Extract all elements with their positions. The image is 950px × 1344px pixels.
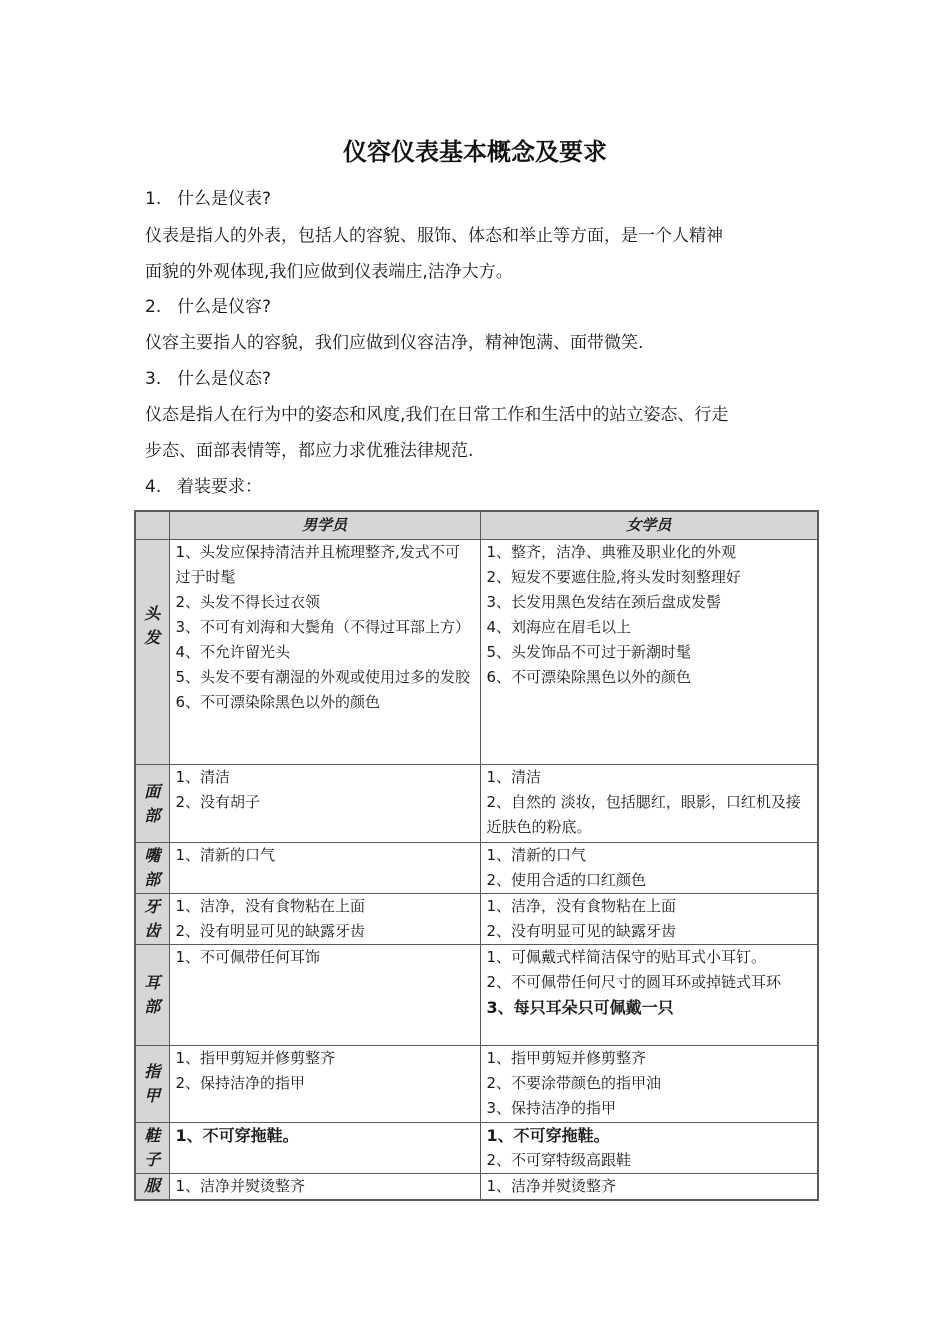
female-requirements xyxy=(480,1123,818,1174)
list-item: 1、洁净，没有食物粘在上面 xyxy=(175,897,366,915)
section-2-heading xyxy=(145,296,271,318)
list-item: 2、不可穿特级高跟鞋 xyxy=(486,1151,632,1169)
paragraph-line: 仪容主要指人的容貌，我们应做到仪容洁净，精神饱满、面带微笑. xyxy=(145,333,644,353)
male-requirements xyxy=(169,1174,480,1201)
section-number: 1. xyxy=(145,189,162,209)
section-3-heading xyxy=(145,368,271,390)
list-item: 1、洁净并熨烫整齐 xyxy=(175,1177,306,1195)
category-ears: 耳 部 xyxy=(135,945,169,1046)
list-item: 1、清新的口气 xyxy=(486,846,587,864)
female-requirements xyxy=(480,843,818,894)
list-item: 1、清新的口气 xyxy=(175,846,276,864)
list-item: 1、洁净，没有食物粘在上面 xyxy=(486,897,677,915)
list-item: 5、头发饰品不可过于新潮时髦 xyxy=(486,643,692,661)
category-teeth: 牙 齿 xyxy=(135,894,169,945)
category-hair: 头 发 xyxy=(135,540,169,765)
list-item: 2、没有明显可见的缺露牙齿 xyxy=(486,922,677,940)
category-clothing: 服 xyxy=(135,1174,169,1201)
list-item: 5、头发不要有潮湿的外观或使用过多的发胶 xyxy=(175,668,471,686)
list-item: 1、可佩戴式样简洁保守的贴耳式小耳钉。 xyxy=(486,948,767,966)
list-item: 3、不可有刘海和大鬓角（不得过耳部上方） xyxy=(175,618,471,636)
female-requirements xyxy=(480,894,818,945)
list-item: 6、不可漂染除黑色以外的颜色 xyxy=(175,693,381,711)
list-item: 3、保持洁净的指甲 xyxy=(486,1099,617,1117)
list-item: 2、不要涂带颜色的指甲油 xyxy=(486,1074,662,1092)
table-row xyxy=(135,1123,818,1174)
list-item: 1、洁净并熨烫整齐 xyxy=(486,1177,617,1195)
dress-code-table xyxy=(134,510,819,1201)
list-item: 2、没有胡子 xyxy=(175,793,261,811)
list-item: 2、没有明显可见的缺露牙齿 xyxy=(175,922,366,940)
list-item: 1、指甲剪短并修剪整齐 xyxy=(486,1049,647,1067)
list-item: 2、头发不得长过衣领 xyxy=(175,593,321,611)
table-row xyxy=(135,894,818,945)
female-requirements xyxy=(480,1046,818,1123)
list-item: 1、清洁 xyxy=(175,768,231,786)
document-title: 仪容仪表基本概念及要求 xyxy=(343,138,607,166)
table-row xyxy=(135,540,818,765)
male-requirements xyxy=(169,540,480,765)
table-row xyxy=(135,765,818,843)
header-female: 女学员 xyxy=(480,511,818,540)
paragraph-line: 面貌的外观体现,我们应做到仪表端庄,洁净大方。 xyxy=(145,262,513,282)
female-requirements xyxy=(480,540,818,765)
section-heading-text: 什么是仪态? xyxy=(177,369,272,389)
section-number: 4. xyxy=(145,477,162,497)
list-item: 1、不可穿拖鞋。 xyxy=(175,1126,299,1145)
section-4-heading xyxy=(145,476,262,498)
list-item: 2、保持洁净的指甲 xyxy=(175,1074,306,1092)
header-male: 男学员 xyxy=(169,511,480,540)
table-row xyxy=(135,1046,818,1123)
male-requirements xyxy=(169,765,480,843)
male-requirements xyxy=(169,894,480,945)
list-item: 1、不可穿拖鞋。 xyxy=(486,1126,610,1145)
male-requirements xyxy=(169,843,480,894)
list-item: 4、不允许留光头 xyxy=(175,643,291,661)
list-item: 1、整齐，洁净、典雅及职业化的外观 xyxy=(486,543,737,561)
section-heading-text: 什么是仪表? xyxy=(177,189,272,209)
section-1-heading xyxy=(145,188,271,210)
paragraph-line: 仪态是指人在行为中的姿态和风度,我们在日常工作和生活中的站立姿态、行走 xyxy=(145,405,729,425)
list-item: 1、指甲剪短并修剪整齐 xyxy=(175,1049,336,1067)
section-heading-text: 着装要求： xyxy=(177,477,262,497)
category-face: 面 部 xyxy=(135,765,169,843)
male-requirements xyxy=(169,945,480,1046)
list-item: 2、短发不要遮住脸,将头发时刻整理好 xyxy=(486,568,741,586)
male-requirements xyxy=(169,1123,480,1174)
list-item: 2、使用合适的口红颜色 xyxy=(486,871,647,889)
list-item: 1、头发应保持清洁并且梳理整齐,发式不可过于时髦 xyxy=(175,543,460,586)
list-item: 1、不可佩带任何耳饰 xyxy=(175,948,321,966)
section-number: 3. xyxy=(145,369,162,389)
paragraph-line: 步态、面部表情等，都应力求优雅法律规范. xyxy=(145,441,474,461)
section-number: 2. xyxy=(145,297,162,317)
male-requirements xyxy=(169,1046,480,1123)
list-item: 6、不可漂染除黑色以外的颜色 xyxy=(486,668,692,686)
category-mouth: 嘴 部 xyxy=(135,843,169,894)
category-nails: 指 甲 xyxy=(135,1046,169,1123)
list-item: 3、每只耳朵只可佩戴一只 xyxy=(486,998,674,1017)
female-requirements xyxy=(480,765,818,843)
list-item: 2、不可佩带任何尺寸的圆耳环或掉链式耳环 xyxy=(486,973,782,991)
table-row xyxy=(135,945,818,1046)
female-requirements xyxy=(480,1174,818,1201)
list-item: 1、清洁 xyxy=(486,768,542,786)
section-heading-text: 什么是仪容? xyxy=(177,297,272,317)
paragraph-line: 仪表是指人的外表，包括人的容貌、服饰、体态和举止等方面，是一个人精神 xyxy=(145,226,723,246)
header-empty xyxy=(135,511,169,540)
table-header-row xyxy=(135,511,818,540)
list-item: 2、自然的 淡妆，包括腮红，眼影，口红机及接近肤色的粉底。 xyxy=(486,793,801,836)
category-shoes: 鞋 子 xyxy=(135,1123,169,1174)
table-row xyxy=(135,843,818,894)
list-item: 4、刘海应在眉毛以上 xyxy=(486,618,632,636)
female-requirements xyxy=(480,945,818,1046)
table-row xyxy=(135,1174,818,1201)
list-item: 3、长发用黑色发结在颈后盘成发髻 xyxy=(486,593,722,611)
